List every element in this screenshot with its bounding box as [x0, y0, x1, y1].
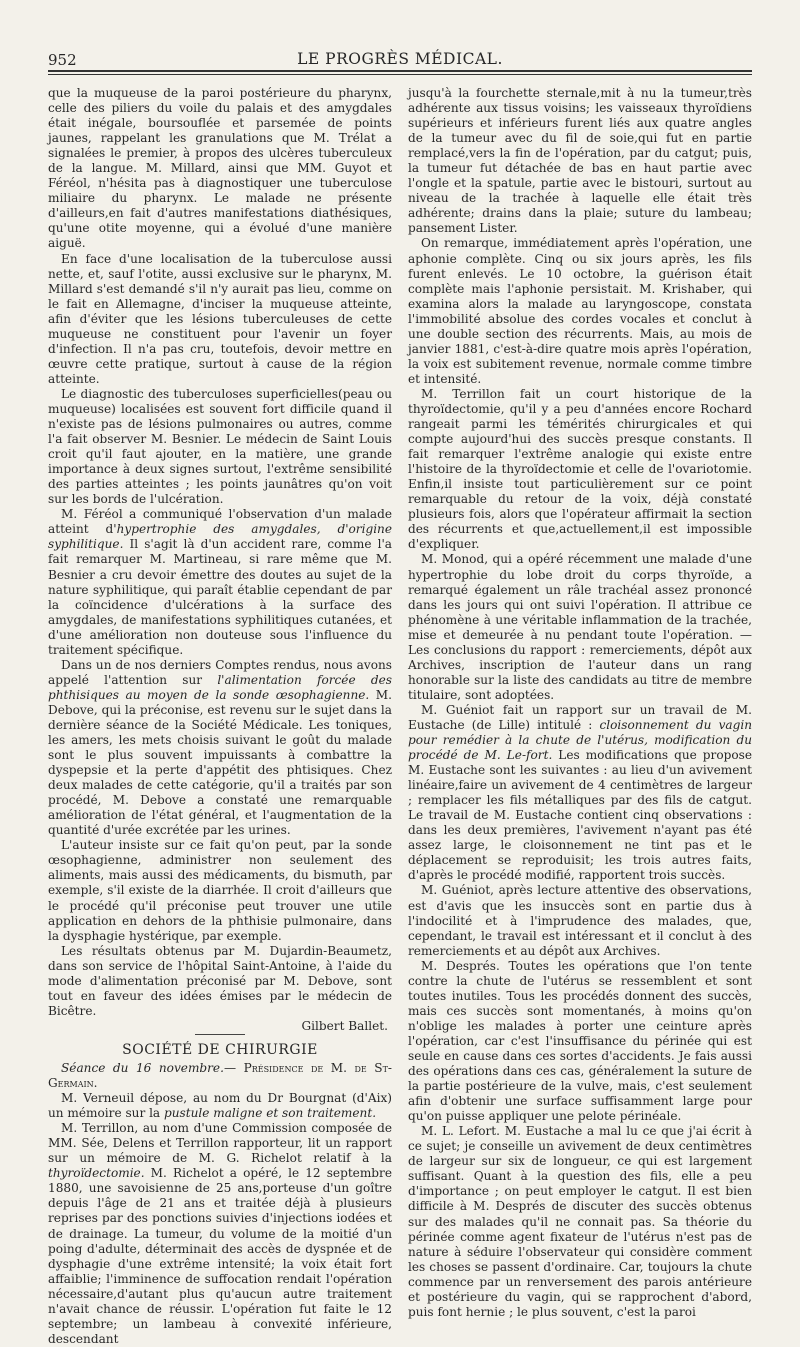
header-rule-thick	[48, 70, 752, 72]
paragraph	[48, 1121, 392, 1347]
text-run: M. Richelot a opéré, le 12 septembre 1880, une savoisienne de 25 ans,porteuse d'un goître depuis l'âge de 21 ans et traitée déjà à plusieurs reprises par des ponctions suivies d'injections iodées et de drainage. La tumeur, du volume de la moitié d'un poing d'adulte, déterminait des accès de dyspnée et de dysphagie d'une extrême intensité; la voix était fort affaiblie; l'imminence de suffocation rendait l'opération nécessaire,d'autant plus qu'aucun autre traitement n'avait chance de réussir. L'opération fut faite le 12 septembre; un lambeau à convexité inférieure, descendant	[48, 1166, 392, 1346]
italic-title: hypertrophie des amygdales, d'origine syphilitique.	[48, 522, 393, 552]
session-date: Séance du 16 novembre.	[61, 1061, 224, 1075]
paragraph: jusqu'à la fourchette sternale,mit à nu la tumeur,très adhérente aux tissus voisins; les vaisseaux thyroïdiens supérieurs et inférieurs furent liés aux quatre angles de la tumeur avec du fil de soie,qui fut en partie remplacé,vers la fin de l'opération, par du catgut; puis, la tumeur fut détachée de bas en haut partie avec l'ongle et la spatule, partie avec le bistouri, surtout au niveau de la trachée à laquelle elle était très adhérente; drains dans la plaie; suture du lambeau; pansement Lister.	[408, 86, 752, 236]
paragraph	[48, 658, 392, 839]
text-run: M. Féréol a communiqué l'observation d'un malade atteint d'	[48, 507, 392, 537]
paragraph: M. Guéniot, après lecture attentive des observations, est d'avis que les insuccès sont en partie dus à l'indocilité et à l'imprudence des malades, que, cependant, le travail est intéressant et il conclut à des remerciements et au dépôt aux Archives.	[408, 883, 752, 958]
text-run: M. Verneuil dépose, au nom du Dr Bourgnat (d'Aix) un mémoire sur la	[48, 1091, 392, 1121]
text-run: M. Guéniot fait un rapport sur un travail de M. Eustache (de Lille) intitulé :	[408, 702, 752, 732]
text-run: Il s'agit là d'un accident rare, comme l'a fait remarquer M. Martineau, si rare même que M. Besnier a cru devoir émettre des doutes au sujet de la nature syphilitique, qui paraît établie cependant de par la coïncidence d'ulcérations à la surface des amygdales, de manifestations syphilitiques cutanées, et d'une amélioration non douteuse sous l'influence du traitement spécifique.	[48, 537, 392, 657]
paragraph: que la muqueuse de la paroi postérieure du pharynx, celle des piliers du voile du palais et des amygdales était inégale, boursouflée et parsemée de points jaunes, rappelant les granulations que M. Trélat a signalées le premier, à propos des ulcères tuberculeux de la langue. M. Millard, ainsi que MM. Guyot et Féréol, n'hésita pas à diagnostiquer une tuberculose miliaire du pharynx. Le malade ne présente d'ailleurs,en fait d'autres manifestations diathésiques, qu'une otite moyenne, qui a évolué d'une manière aiguë.	[48, 86, 392, 251]
page-header	[48, 48, 752, 78]
author-signature: Gilbert Ballet.	[301, 1018, 388, 1033]
paragraph: L'auteur insiste sur ce fait qu'on peut, par la sonde œsophagienne, administrer non seulement des aliments, mais aussi des médicaments, du bismuth, par exemple, s'il existe de la diarrhée. Il croit d'ailleurs que le procédé qu'il préconise peut trouver une utile application en dehors de la phthisie pulmonaire, dans la dysphagie hystérique, par exemple.	[48, 838, 392, 943]
header-rule-thin	[48, 74, 752, 75]
right-column	[408, 86, 752, 1320]
paragraph: M. Després. Toutes les opérations que l'on tente contre la chute de l'utérus se ressemblent et sont toutes inutiles. Tous les procédés donnent des succès, mais ces succès sont momentanés, à moins qu'on n'oblige les malades à porter une ceinture après l'opération, car c'est l'insuffisance du périnée qui est seule en cause dans ces sortes d'accidents. Je fais aussi des opérations dans ces cas, généralement la suture de la partie postérieure de la vulve, mais, c'est seulement afin d'obtenir une surface suffisamment large pour qu'on puisse appliquer une pelote périnéale.	[408, 958, 752, 1124]
italic-title: thyroïdectomie.	[48, 1166, 145, 1181]
text-run: M. Debove, qui la préconise, est revenu sur le sujet dans la dernière séance de la Société Médicale. Les toniques, les amers, les mets choisis suivant le goût du malade sont le plus souvent impuissants à combattre la dyspepsie et la perte d'appétit des phtisiques. Chez deux malades de cette catégorie, qu'il a traités par son procédé, M. Debove a constaté une remarquable amélioration de l'état général, et l'augmentation de la quantité d'urée excrétée par les urines.	[48, 687, 392, 838]
session-heading	[48, 1061, 392, 1091]
text-run: M. Terrillon, au nom d'une Commission composée de MM. Sée, Delens et Terrillon rapporteur, lit un rapport sur un mémoire de M. G. Richelot relatif à la	[48, 1121, 392, 1166]
paragraph	[408, 703, 752, 884]
italic-title: l'alimentation forcée des phthisiques au moyen de la sonde œsophagienne.	[48, 672, 392, 702]
paragraph	[48, 1091, 392, 1121]
paragraph: En face d'une localisation de la tuberculose aussi nette, et, sauf l'otite, aussi exclusive sur le pharynx, M. Millard s'est demandé s'il n'y aurait pas lieu, comme on le fait en Allemagne, d'inciser la muqueuse atteinte, afin d'éviter que les lésions tuberculeuses de cette muqueuse ne constituent pour l'avenir un foyer d'infection. Il n'a pas cru, toutefois, devoir mettre en œuvre cette pratique, surtout à cause de la région atteinte.	[48, 251, 392, 386]
paragraph: Les résultats obtenus par M. Dujardin-Beaumetz, dans son service de l'hôpital Saint-Antoine, à l'aide du mode d'alimentation préconisé par M. Debove, sont tout en faveur des idées émises par le médecin de Bicêtre.	[48, 943, 392, 1018]
paragraph: On remarque, immédiatement après l'opération, une aphonie complète. Cinq ou six jours après, les fils furent enlevés. Le 10 octobre, la guérison était complète mais l'aphonie persistait. M. Krishaber, qui examina alors la malade au laryngoscope, constata l'immobilité absolue des cordes vocales et conclut à une double section des récurrents. Mais, au mois de janvier 1881, c'est-à-dire quatre mois après l'opération, la voix est subitement revenue, normale comme timbre et intensité.	[408, 236, 752, 386]
paragraph: Le diagnostic des tuberculoses superficielles(peau ou muqueuse) localisées est souvent fort difficile quand il n'existe pas de lésions pulmonaires ou autres, comme l'a fait observer M. Besnier. Le médecin de Saint Louis croit qu'il faut ajouter, en la matière, une grande importance à deux signes surtout, l'extrême sensibilité des parties atteintes ; les points jaunâtres qu'on voit sur les bords de l'ulcération.	[48, 386, 392, 507]
text-run: Les modifications que propose M. Eustache sont les suivantes : au lieu d'un avivement linéaire,faire un avivement de 4 centimètres de largeur ; remplacer les fils métalliques par des fils de catgut. Le travail de M. Eustache contient cinq observations : dans les deux premières, l'avivement n'ayant pas été assez large, le cloisonnement ne tint pas et le déplacement se reproduisit; les trois autres faits, d'après le procédé modifié, rapportent trois succès.	[408, 748, 753, 883]
section-divider	[195, 1034, 245, 1035]
section-title: SOCIÉTÉ DE CHIRURGIE	[122, 1041, 318, 1058]
italic-title: pustule maligne et son traitement.	[164, 1106, 377, 1121]
paragraph: M. Terrillon fait un court historique de la thyroïdectomie, qu'il y a peu d'années encore Rochard rangeait parmi les témérités chirurgicales et qui compte aujourd'hui des succès presque constants. Il fait remarquer l'extrême analogie qui existe entre l'histoire de la thyroïdectomie et celle de l'ovariotomie. Enfin,il insiste tout particulièrement sur ce point remarquable du retour de la voix, déjà constaté plusieurs fois, alors que l'opérateur affirmait la section des récurrents et que,actuellement,il est impossible d'expliquer.	[408, 386, 752, 552]
text-run: Dans un de nos derniers Comptes rendus, nous avons appelé l'attention sur	[48, 657, 392, 687]
paragraph: M. Monod, qui a opéré récemment une malade d'une hypertrophie du lobe droit du corps thyroïde, a remarqué également un râle trachéal assez prononcé dans les jours qui ont suivi l'opération. Il attribue ce phénomène à une véritable inflammation de la trachée, mise et demeurée à nu pendant toute l'opération. — Les conclusions du rapport : remerciements, dépôt aux Archives, inscription de l'auteur dans un rang honorable sur la liste des candidats au titre de membre titulaire, sont adoptées.	[408, 552, 752, 702]
italic-title: cloisonnement du vagin pour remédier à la chute de l'utérus, modification du procédé de M. Le-fort.	[408, 717, 753, 763]
running-title: LE PROGRÈS MÉDICAL.	[297, 50, 503, 68]
session-presidency: — Présidence de M. de St-Germain.	[48, 1061, 392, 1091]
left-column	[48, 86, 392, 1347]
paragraph: M. L. Lefort. M. Eustache a mal lu ce que j'ai écrit à ce sujet; je conseille un avivement de deux centimètres de largeur sur six de longueur, ce qui est largement suffisant. Quant à la question des fils, elle a peu d'importance ; on peut employer le catgut. Il est bien difficile à M. Després de discuter des succès obtenus sur des malades qu'il ne connait pas. Sa théorie du périnée comme agent fixateur de l'utérus n'est pas de nature à séduire l'observateur qui considère comment les choses se passent d'ordinaire. Car, toujours la chute commence par un renversement des parois antérieure et postérieure du vagin, qui se rapprochent d'abord, puis font hernie ; le plus souvent, c'est la paroi	[408, 1124, 752, 1319]
page-number: 952	[48, 51, 77, 69]
paragraph	[48, 507, 392, 657]
